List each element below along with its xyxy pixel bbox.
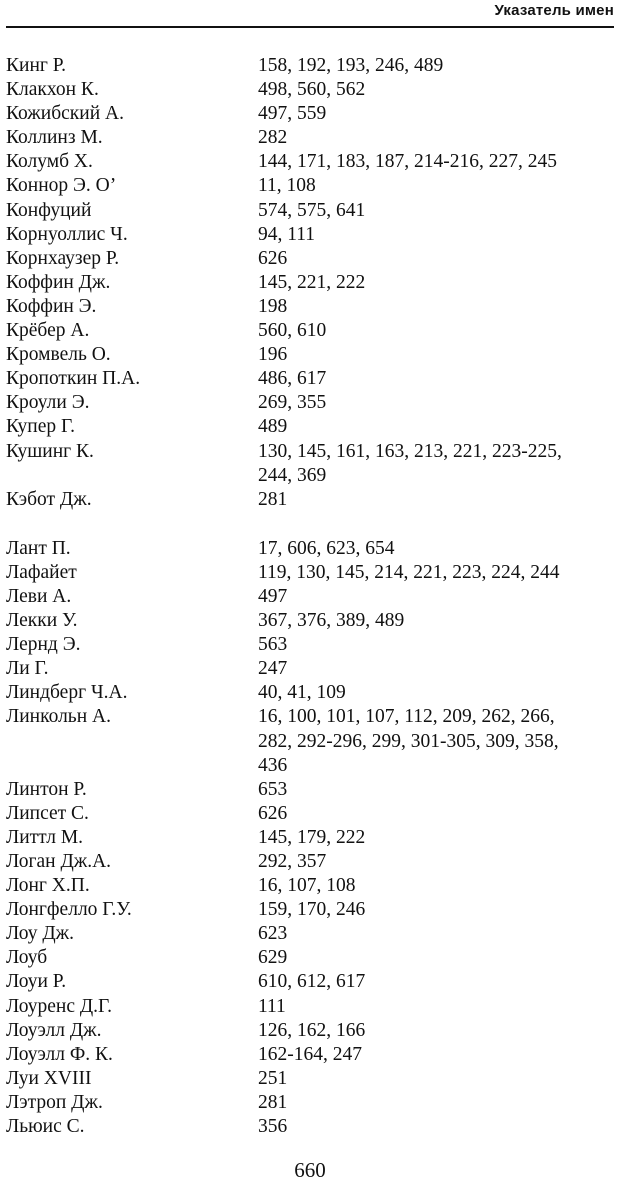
- index-entry-name: Липсет С.: [6, 802, 89, 824]
- index-entry-pages: 269, 355: [258, 392, 327, 414]
- index-entry-name: Конфуций: [6, 199, 92, 221]
- index-entry-name: Линтон Р.: [6, 778, 87, 800]
- index-entry: [6, 367, 616, 391]
- index-entry-pages: 158, 192, 193, 246, 489: [258, 55, 444, 76]
- index-entry-pages: 247: [258, 658, 288, 680]
- index-entry-name: Коффин Дж.: [6, 271, 111, 293]
- index-entry-pages: 119, 130, 145, 214, 221, 223, 224, 244: [258, 561, 560, 583]
- index-entry-pages: 498, 560, 562: [258, 79, 366, 101]
- index-entry: [6, 54, 616, 78]
- index-entry-pages: 497: [258, 585, 288, 607]
- index-entry: [6, 174, 616, 198]
- index-entry: [6, 705, 616, 777]
- index-entry-pages: 126, 162, 166: [258, 1019, 366, 1041]
- index-entry: [6, 874, 616, 898]
- index-entry-pages: 292, 357: [258, 851, 327, 872]
- index-entry: [6, 633, 616, 657]
- index-entry-pages: 486, 617: [258, 368, 327, 390]
- index-entry-pages: 40, 41, 109: [258, 682, 346, 704]
- index-entry-name: Корнхаузер Р.: [6, 247, 120, 269]
- name-index-list: [6, 54, 616, 1139]
- index-entry: [6, 802, 616, 826]
- index-entry: [6, 391, 616, 415]
- index-entry-pages: 282: [258, 127, 288, 149]
- index-entry: [6, 898, 616, 922]
- index-entry-name: Коннор Э. О’: [6, 175, 117, 197]
- index-entry-name: Линдберг Ч.А.: [6, 682, 128, 704]
- index-entry-name: Луи XVIII: [6, 1067, 92, 1089]
- index-entry: [6, 150, 616, 174]
- index-entry-name: Кушинг К.: [6, 440, 94, 462]
- index-entry-name: Кроули Э.: [6, 392, 90, 414]
- index-entry-name: Лернд Э.: [6, 634, 81, 656]
- index-entry-pages: 574, 575, 641: [258, 199, 366, 221]
- index-entry: [6, 126, 616, 150]
- index-entry-pages: 560, 610: [258, 320, 327, 342]
- index-entry: [6, 343, 616, 367]
- index-entry: [6, 1067, 616, 1091]
- index-entry-name: Коффин Э.: [6, 295, 97, 317]
- index-entry: [6, 657, 616, 681]
- index-entry-pages: 629: [258, 947, 288, 969]
- index-entry-pages: 94, 111: [258, 223, 316, 245]
- index-entry-pages: 144, 171, 183, 187, 214-216, 227, 245: [258, 151, 557, 173]
- index-entry-pages: 198: [258, 295, 288, 317]
- index-entry-name: Лонгфелло Г.У.: [6, 899, 132, 921]
- index-entry-pages: 281: [258, 1091, 288, 1113]
- index-entry-name: Купер Г.: [6, 416, 75, 438]
- index-entry-pages: 17, 606, 623, 654: [258, 537, 395, 559]
- index-entry-name: Лоуб: [6, 947, 48, 969]
- index-entry-name: Льюис С.: [6, 1116, 85, 1138]
- index-entry: [6, 946, 616, 970]
- index-entry-pages: 145, 221, 222: [258, 271, 366, 293]
- index-entry-pages: 145, 179, 222: [258, 826, 366, 848]
- index-entry-pages: 626: [258, 802, 288, 824]
- index-entry: [6, 970, 616, 994]
- index-entry-name: Леви А.: [6, 585, 72, 607]
- index-entry-pages: 626: [258, 247, 288, 269]
- index-entry-name: Лоуэлл Ф. К.: [6, 1043, 113, 1065]
- index-entry-pages: 162-164, 247: [258, 1043, 362, 1065]
- index-entry-name: Кожибский А.: [6, 103, 124, 125]
- index-entry-name: Лоуренс Д.Г.: [6, 995, 112, 1017]
- index-entry-pages: 367, 376, 389, 489: [258, 610, 405, 632]
- index-entry-name: Клакхон К.: [6, 79, 99, 101]
- index-entry-name: Лэтроп Дж.: [6, 1091, 103, 1113]
- index-entry: [6, 1043, 616, 1067]
- index-entry: [6, 102, 616, 126]
- index-entry-pages: 356: [258, 1116, 288, 1138]
- index-entry-name: Линкольн А.: [6, 706, 111, 728]
- index-entry: [6, 488, 616, 512]
- index-entry-pages: 159, 170, 246: [258, 899, 366, 921]
- index-entry: [6, 850, 616, 874]
- index-entry-pages: 623: [258, 923, 288, 945]
- index-entry-pages: 653: [258, 778, 288, 800]
- index-entry-pages: 196: [258, 344, 288, 366]
- index-entry-name: Логан Дж.А.: [6, 851, 112, 872]
- index-entry-name: Лоу Дж.: [6, 923, 75, 945]
- index-entry-pages: 251: [258, 1067, 288, 1089]
- index-entry-name: Кэбот Дж.: [6, 488, 92, 510]
- index-entry-pages: 489: [258, 416, 288, 438]
- index-entry: [6, 561, 616, 585]
- index-entry: [6, 223, 616, 247]
- index-entry: [6, 1019, 616, 1043]
- index-entry-name: Лекки У.: [6, 610, 78, 632]
- index-entry: [6, 271, 616, 295]
- index-entry-name: Лоуэлл Дж.: [6, 1019, 102, 1041]
- index-entry: [6, 681, 616, 705]
- page-number: 660: [294, 1158, 326, 1182]
- index-entry-name: Кропоткин П.А.: [6, 368, 141, 390]
- index-entry-pages: 111: [258, 995, 286, 1017]
- index-entry-pages: 497, 559: [258, 103, 327, 125]
- index-entry: [6, 922, 616, 946]
- index-entry-pages: 11, 108: [258, 175, 316, 197]
- index-entry: [6, 1091, 616, 1115]
- index-entry: [6, 1115, 616, 1139]
- index-entry-name: Лоуи Р.: [6, 971, 67, 993]
- index-entry: [6, 826, 616, 850]
- index-entry-name: Кинг Р.: [6, 55, 67, 76]
- index-entry: [6, 78, 616, 102]
- index-entry-name: Литтл М.: [6, 826, 84, 848]
- index-entry: [6, 415, 616, 439]
- index-entry: [6, 537, 616, 561]
- index-entry: [6, 440, 616, 488]
- index-entry: [6, 319, 616, 343]
- index-entry-pages: 281: [258, 488, 288, 510]
- running-header: [6, 0, 614, 28]
- index-entry-name: Коллинз М.: [6, 127, 103, 149]
- index-entry-name: Ли Г.: [6, 658, 49, 680]
- index-entry-name: Лант П.: [6, 537, 71, 559]
- index-entry-name: Колумб Х.: [6, 151, 93, 173]
- index-entry: [6, 295, 616, 319]
- index-entry-pages: 130, 145, 161, 163, 213, 221, 223-225, 244, 369: [258, 440, 562, 486]
- index-entry-pages: 16, 100, 101, 107, 112, 209, 262, 266, 282, 292-296, 299, 301-305, 309, 358, 436: [258, 706, 559, 776]
- index-entry-pages: 563: [258, 634, 288, 656]
- running-header-title: Указатель имен: [494, 2, 614, 19]
- index-entry-name: Лонг Х.П.: [6, 875, 90, 897]
- index-entry: [6, 609, 616, 633]
- index-entry-name: Кромвель О.: [6, 344, 111, 366]
- index-entry-name: Лафайет: [6, 561, 77, 583]
- index-entry: [6, 199, 616, 223]
- index-entry: [6, 585, 616, 609]
- index-entry: [6, 247, 616, 271]
- index-entry-pages: 610, 612, 617: [258, 971, 366, 993]
- index-entry-pages: 16, 107, 108: [258, 875, 356, 897]
- index-entry-name: Корнуоллис Ч.: [6, 223, 128, 245]
- index-entry-name: Крёбер А.: [6, 320, 90, 342]
- index-entry: [6, 995, 616, 1019]
- index-entry: [6, 778, 616, 802]
